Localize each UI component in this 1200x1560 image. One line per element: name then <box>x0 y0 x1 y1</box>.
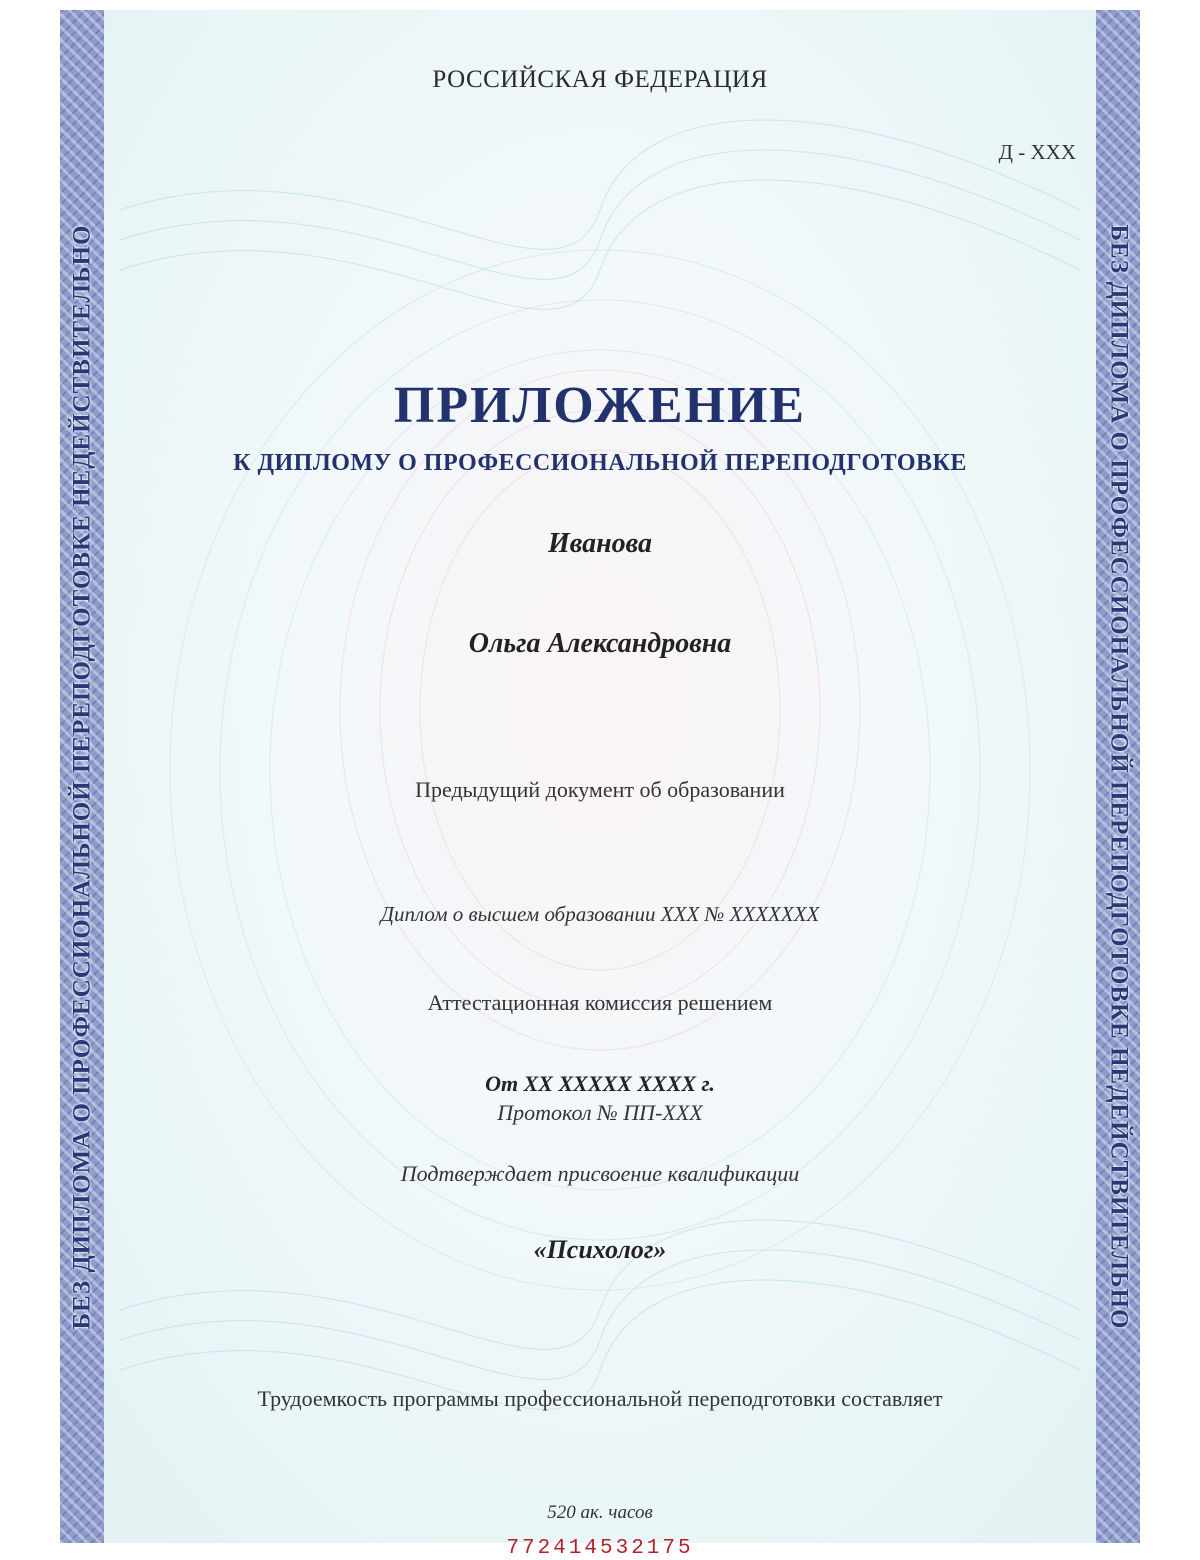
commission-text: Аттестационная комиссия решением <box>427 990 773 1015</box>
holder-surname: Иванова <box>548 528 652 559</box>
previous-document-value: Диплом о высшем образовании XXX № XXXXXXX <box>380 902 820 926</box>
page-subtitle: К ДИПЛОМУ О ПРОФЕССИОНАЛЬНОЙ ПЕРЕПОДГОТОВКЕ <box>233 450 967 476</box>
page-title: ПРИЛОЖЕНИЕ <box>393 377 807 434</box>
hours-value: 520 ак. часов <box>547 1502 653 1523</box>
right-border-text: БЕЗ ДИПЛОМА О ПРОФЕССИОНАЛЬНОЙ ПЕРЕПОДГОТОВКЕ НЕДЕЙСТВИТЕЛЬНО <box>1105 224 1133 1329</box>
confirms-text: Подтверждает присвоение квалификации <box>400 1161 800 1186</box>
qualification-value: «Психолог» <box>533 1235 667 1264</box>
decision-date: От XX XXXXX XXXX г. <box>485 1071 715 1096</box>
previous-document-label: Предыдущий документ об образовании <box>415 777 785 802</box>
workload-text: Трудоемкость программы профессиональной переподготовки составляет <box>257 1386 943 1411</box>
left-border-text: БЕЗ ДИПЛОМА О ПРОФЕССИОНАЛЬНОЙ ПЕРЕПОДГОТОВКЕ НЕДЕЙСТВИТЕЛЬНО <box>68 224 96 1329</box>
serial-number: 772414532175 <box>506 1537 694 1560</box>
document-code: Д - XXX <box>998 140 1076 164</box>
protocol-number: Протокол № ПП-XXX <box>497 1100 703 1125</box>
country-heading: РОССИЙСКАЯ ФЕДЕРАЦИЯ <box>432 66 768 93</box>
holder-given-names: Ольга Александровна <box>468 628 732 659</box>
